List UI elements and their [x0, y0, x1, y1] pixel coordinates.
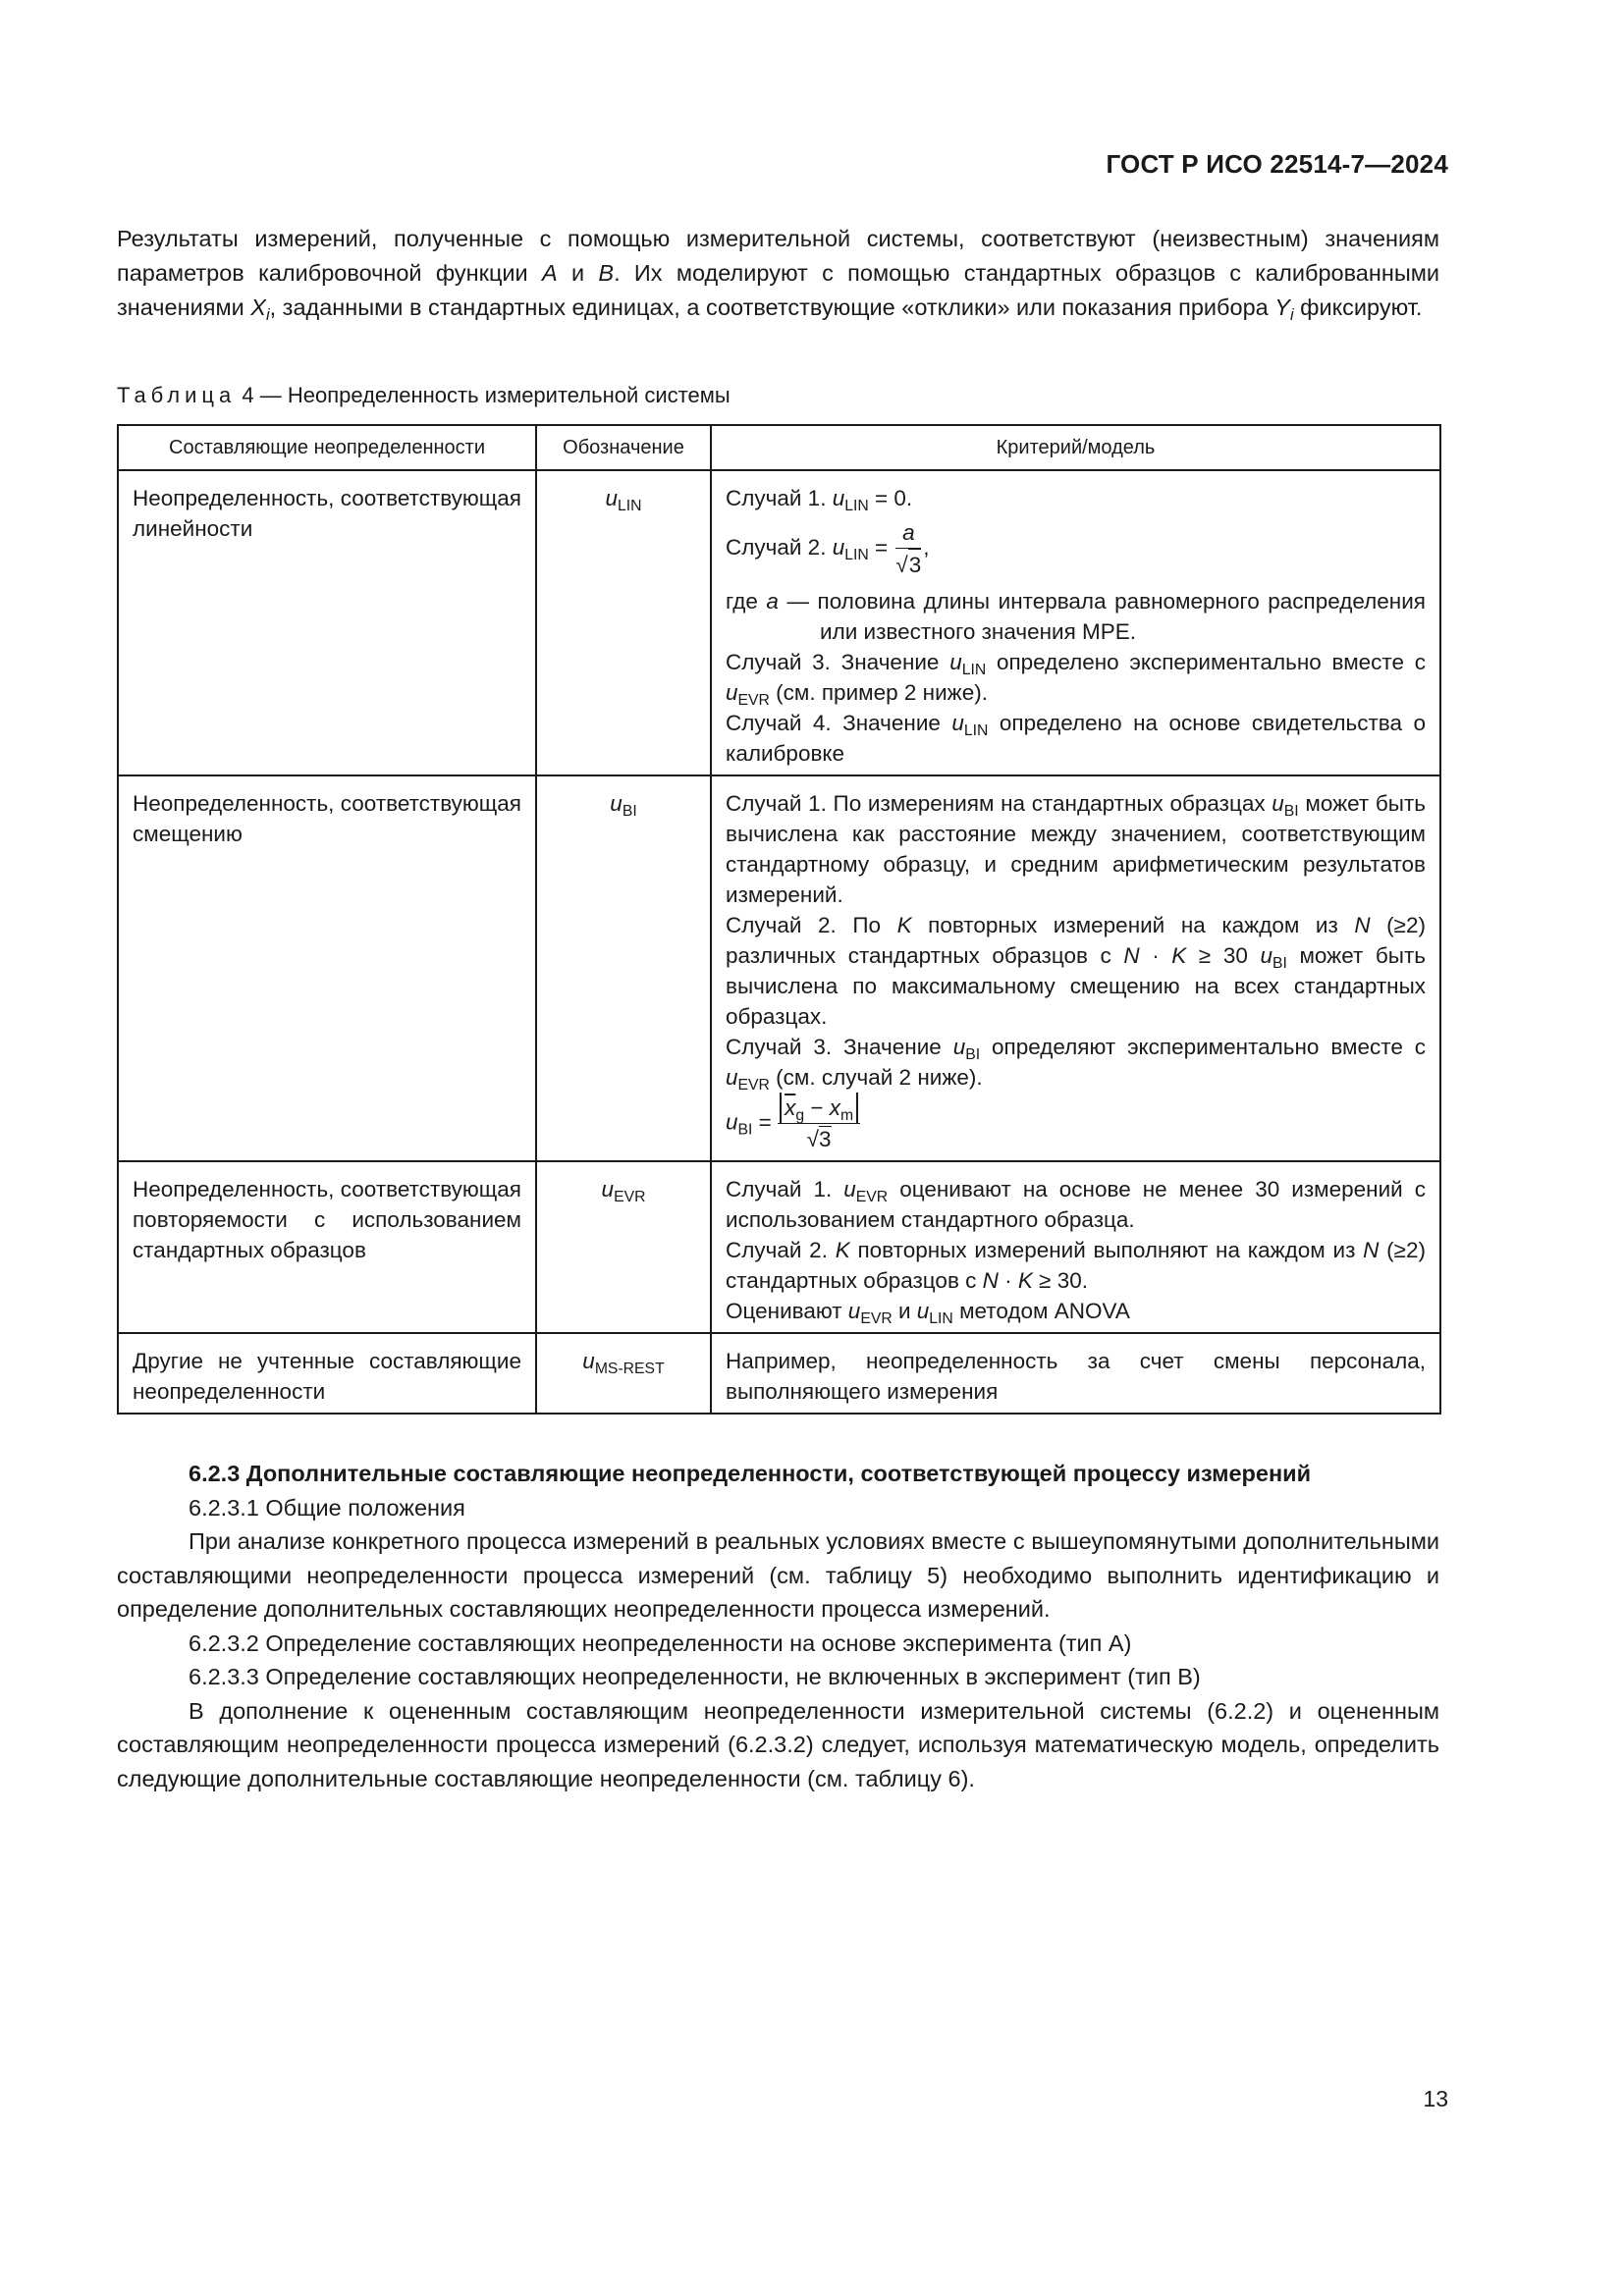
designation-cell: $u_{BI}$ — [536, 775, 711, 1161]
table-header-row — [118, 425, 1440, 470]
table-row — [118, 1161, 1440, 1333]
table-row — [118, 470, 1440, 775]
component-cell: Неопределенность, соответствующая повторяемости с использованием стандартных образцов — [118, 1161, 536, 1333]
table-row — [118, 775, 1440, 1161]
page-number: 13 — [1423, 2086, 1448, 2111]
section-6-2-3 — [117, 1457, 1439, 1795]
criteria-cell: Случай 1. По измерениям на стандартных образцах $u_{BI}$ может быть вычислена как расстояние между значением, соответствующим стандартному образцу, и средним арифметическим результатов измерений. Случай 2. По K повторных измерений на каждом из N (≥2) различных стандартных образцов с N · K ≥ 30 $u_{BI}$ может быть вычислена по максимальному смещению на всех стандартных образцах. Случай 3. Значение $u_{BI}$ определяют экспериментально вместе с $u_{EVR}$ (см. случай 2 ниже). $u_{BI}$ = $\frac{\overline{x}_g - x_m}{√3}$ — [711, 775, 1440, 1161]
criteria-cell: Случай 1. $u_{EVR}$ оценивают на основе не менее 30 измерений с использованием стандартного образца. Случай 2. K повторных измерений выполняют на каждом из N (≥2) стандартных образцов с N · K ≥ 30. Оценивают $u_{EVR}$ и $u_{LIN}$ методом ANOVA — [711, 1161, 1440, 1333]
designation-cell: $u_{MS-REST}$ — [536, 1333, 711, 1414]
table-caption: Таблица 4 — Неопределенность измерительной системы — [117, 383, 731, 407]
component-cell: Неопределенность, соответствующая линейности — [118, 470, 536, 775]
component-cell: Неопределенность, соответствующая смещению — [118, 775, 536, 1161]
table-row — [118, 1333, 1440, 1414]
subsection-title: 6.2.3.1 Общие положения — [189, 1494, 465, 1521]
subsection-title: 6.2.3.2 Определение составляющих неопределенности на основе эксперимента (тип А) — [189, 1629, 1132, 1656]
designation-cell: $u_{LIN}$ — [536, 470, 711, 775]
paragraph: При анализе конкретного процесса измерений в реальных условиях вместе с вышеупомянутыми дополнительными составляющими неопределенности процесса измерений (см. таблицу 5) необходимо выполнить идентификацию и определение дополнительных составляющих неопределенности процесса измерений. — [117, 1528, 1439, 1622]
component-cell: Другие не учтенные составляющие неопределенности — [118, 1333, 536, 1414]
subsection-title: 6.2.3.3 Определение составляющих неопределенности, не включенных в эксперимент (тип В) — [189, 1664, 1201, 1689]
uncertainty-table — [117, 424, 1441, 1415]
header-designation: Обозначение — [536, 425, 711, 470]
header-criteria: Критерий/модель — [711, 425, 1440, 470]
document-id: ГОСТ Р ИСО 22514-7—2024 — [1106, 149, 1448, 179]
fraction-a-over-sqrt3: a √3 — [893, 517, 923, 580]
intro-paragraph: Результаты измерений, полученные с помощью измерительной системы, соответствуют (неизвестным) значениям параметров калибровочной функции A и B. Их моделируют с помощью стандартных образцов с калиброванными значениями $X_i$, заданными в стандартных единицах, а соответствующие «отклики» или показания прибора $Y_i$ фиксируют. — [117, 226, 1440, 324]
bias-formula: $u_{BI}$ = $\frac{\overline{x}_g - x_m}{√3}$ — [726, 1093, 1426, 1154]
criteria-cell: Например, неопределенность за счет смены персонала, выполняющего измерения — [711, 1333, 1440, 1414]
paragraph: В дополнение к оцененным составляющим неопределенности измерительной системы (6.2.2) и оцененным составляющим неопределенности процесса измерений (6.2.3.2) следует, используя математическую модель, определить следующие дополнительные составляющие неопределенности (см. таблицу 6). — [117, 1697, 1439, 1791]
header-components: Составляющие неопределенности — [118, 425, 536, 470]
designation-cell: $u_{EVR}$ — [536, 1161, 711, 1333]
section-heading: 6.2.3 Дополнительные составляющие неопределенности, соответствующей процессу измерений — [189, 1461, 1312, 1486]
criteria-cell: Случай 1. $u_{LIN} = 0$. Случай 2. $u_{LIN}$ = a √3 , где a — половина длины интервала равномерного распределения или известного значения MPE. Случай 3. Значение $u_{LIN}$ определено экспериментально вместе с $u_{EVR}$ (см. пример 2 ниже). Случай 4. Значение $u_{LIN}$ определено на основе свидетельства о калибровке — [711, 470, 1440, 775]
